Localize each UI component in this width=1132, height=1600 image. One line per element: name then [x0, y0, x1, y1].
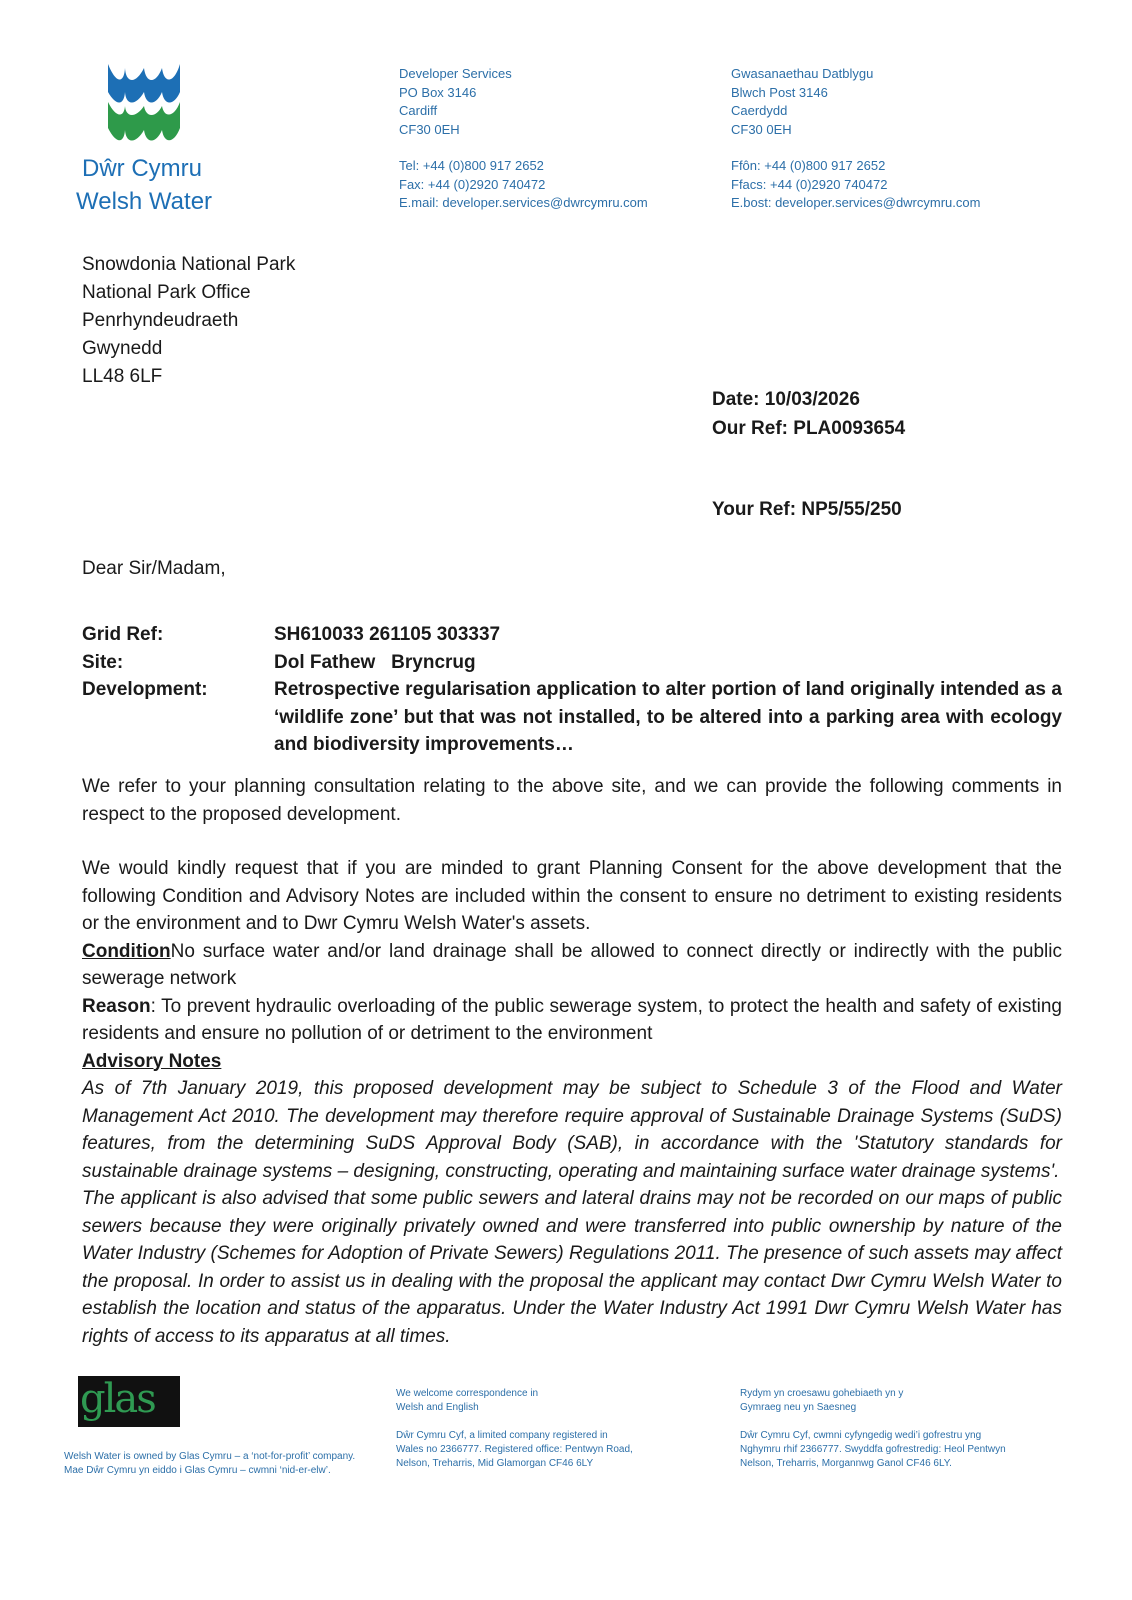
development-label: Development: — [82, 679, 208, 700]
grid-ref-label: Grid Ref: — [82, 624, 164, 645]
our-ref: Our Ref: PLA0093654 — [712, 418, 906, 439]
reason-text: : To prevent hydraulic overloading of the public sewerage system, to protect the health and safety of existing residents and ensure no pollution of or detriment to the environment — [82, 995, 1062, 1044]
footer-line: Dŵr Cymru Cyf, cwmni cyfyngedig wedi’i gofrestru yng — [740, 1430, 982, 1441]
header-line: CF30 0EH — [731, 121, 792, 137]
footer-english — [396, 1387, 633, 1471]
paragraph-request: We would kindly request that if you are minded to grant Planning Consent for the above development that the following Condition and Advisory Notes are included within the consent to ensure no detriment to existing residents or the environment and to Dwr Cymru Welsh Water's assets. — [82, 858, 1062, 934]
header-welsh-contact — [731, 65, 980, 213]
glas-cymru-logo — [78, 1376, 180, 1427]
header-line: Blwch Post 3146 — [731, 84, 828, 100]
footer-line: Nelson, Treharris, Mid Glamorgan CF46 6LY — [396, 1458, 594, 1469]
footer-line: Wales no 2366777. Registered office: Pentwyn Road, — [396, 1444, 633, 1455]
footer-line: Dŵr Cymru Cyf, a limited company registered in — [396, 1430, 608, 1441]
development-value: Retrospective regularisation application to alter portion of land originally intended as a ‘wildlife zone’ but that was not installed, to be altered into a parking area with ecology and biodiversity improvements… — [274, 679, 1062, 755]
footer-line: Nelson, Treharris, Morgannwg Ganol CF46 6LY. — [740, 1458, 952, 1469]
your-ref: Your Ref: NP5/55/250 — [712, 499, 902, 520]
grid-ref-value: SH610033 261105 303337 — [274, 624, 501, 645]
footer-line: Nghymru rhif 2366777. Swyddfa gofrestredig: Heol Pentwyn — [740, 1444, 1006, 1455]
header-email[interactable]: E.mail: developer.services@dwrcymru.com — [399, 195, 648, 210]
reason-paragraph — [82, 993, 1062, 1048]
site-label: Site: — [82, 651, 124, 673]
header-line: Cardiff — [399, 103, 438, 118]
header-line: CF30 0EH — [399, 121, 460, 137]
header-fax: Ffacs: +44 (0)2920 740472 — [731, 176, 888, 192]
footer-welsh — [740, 1387, 1006, 1471]
letter-date: Date: 10/03/2026 — [712, 389, 860, 410]
header-line: Gwasanaethau Datblygu — [731, 66, 874, 81]
reason-label: Reason — [82, 995, 151, 1017]
footer-line: We welcome correspondence in — [396, 1388, 539, 1399]
paragraph-intro: We refer to your planning consultation relating to the above site, and we can provide the following comments in respect to the proposed development. — [82, 776, 1062, 825]
header-tel: Ffôn: +44 (0)800 917 2652 — [731, 158, 886, 173]
header-fax: Fax: +44 (0)2920 740472 — [399, 176, 546, 192]
salutation: Dear Sir/Madam, — [82, 558, 226, 579]
advisory-note-suds: As of 7th January 2019, this proposed development may be subject to Schedule 3 of the Flood and Water Management Act 2010. The development may therefore require approval of Sustainable Drainage Systems (SuDS) features, from the determining SuDS Approval Body (SAB), in accordance with the 'Statutory standards for sustainable drainage systems – designing, constructing, operating and maintaining surface water drainage systems'. — [82, 1078, 1062, 1182]
footer-ownership — [64, 1450, 355, 1478]
water-waves-icon — [106, 62, 182, 150]
condition-text: No surface water and/or land drainage shall be allowed to connect directly or indirectly with the public sewerage network — [82, 940, 1062, 989]
welsh-water-logo — [76, 62, 216, 222]
footer-owned-cy: Mae Dŵr Cymru yn eiddo i Glas Cymru – cwmni ‘nid-er-elw’. — [64, 1465, 331, 1476]
header-line: Developer Services — [399, 66, 512, 81]
letter-body — [82, 855, 1062, 1350]
recipient-address — [82, 251, 295, 391]
glas-logo-text: glas — [80, 1376, 155, 1422]
address-line: Gwynedd — [82, 338, 163, 359]
site-value: Dol Fathew Bryncrug — [274, 651, 476, 673]
brand-name-english: Welsh Water — [76, 188, 213, 215]
application-details — [82, 621, 1062, 759]
header-email[interactable]: E.bost: developer.services@dwrcymru.com — [731, 195, 981, 210]
address-line: Snowdonia National Park — [82, 254, 296, 275]
header-line: Caerdydd — [731, 103, 788, 118]
address-line: National Park Office — [82, 282, 251, 303]
header-line: PO Box 3146 — [399, 84, 477, 100]
footer-line: Gymraeg neu yn Saesneg — [740, 1402, 857, 1413]
footer-line: Rydym yn croesawu gohebiaeth yn y — [740, 1388, 904, 1399]
advisory-heading: Advisory Notes — [82, 1050, 222, 1072]
footer-owned-en: Welsh Water is owned by Glas Cymru – a ‘not-for-profit’ company. — [64, 1451, 356, 1462]
condition-label: Condition — [82, 940, 171, 962]
brand-name-welsh: Dŵr Cymru — [82, 155, 202, 182]
address-line: Penrhyndeudraeth — [82, 310, 239, 331]
footer-line: Welsh and English — [396, 1402, 479, 1413]
advisory-note-sewers: The applicant is also advised that some public sewers and lateral drains may not be recorded on our maps of public sewers because they were originally privately owned and were transferred into public ownership by nature of the Water Industry (Schemes for Adoption of Private Sewers) Regulations 2011. The presence of such assets may affect the proposal. In order to assist us in dealing with the proposal the applicant may contact Dwr Cymru Welsh Water to establish the location and status of the apparatus. Under the Water Industry Act 1991 Dwr Cymru Welsh Water has rights of access to its apparatus at all times. — [82, 1188, 1062, 1347]
header-english-contact — [399, 65, 648, 213]
header-tel: Tel: +44 (0)800 917 2652 — [399, 158, 544, 173]
condition-paragraph — [82, 938, 1062, 993]
address-line: LL48 6LF — [82, 366, 163, 387]
